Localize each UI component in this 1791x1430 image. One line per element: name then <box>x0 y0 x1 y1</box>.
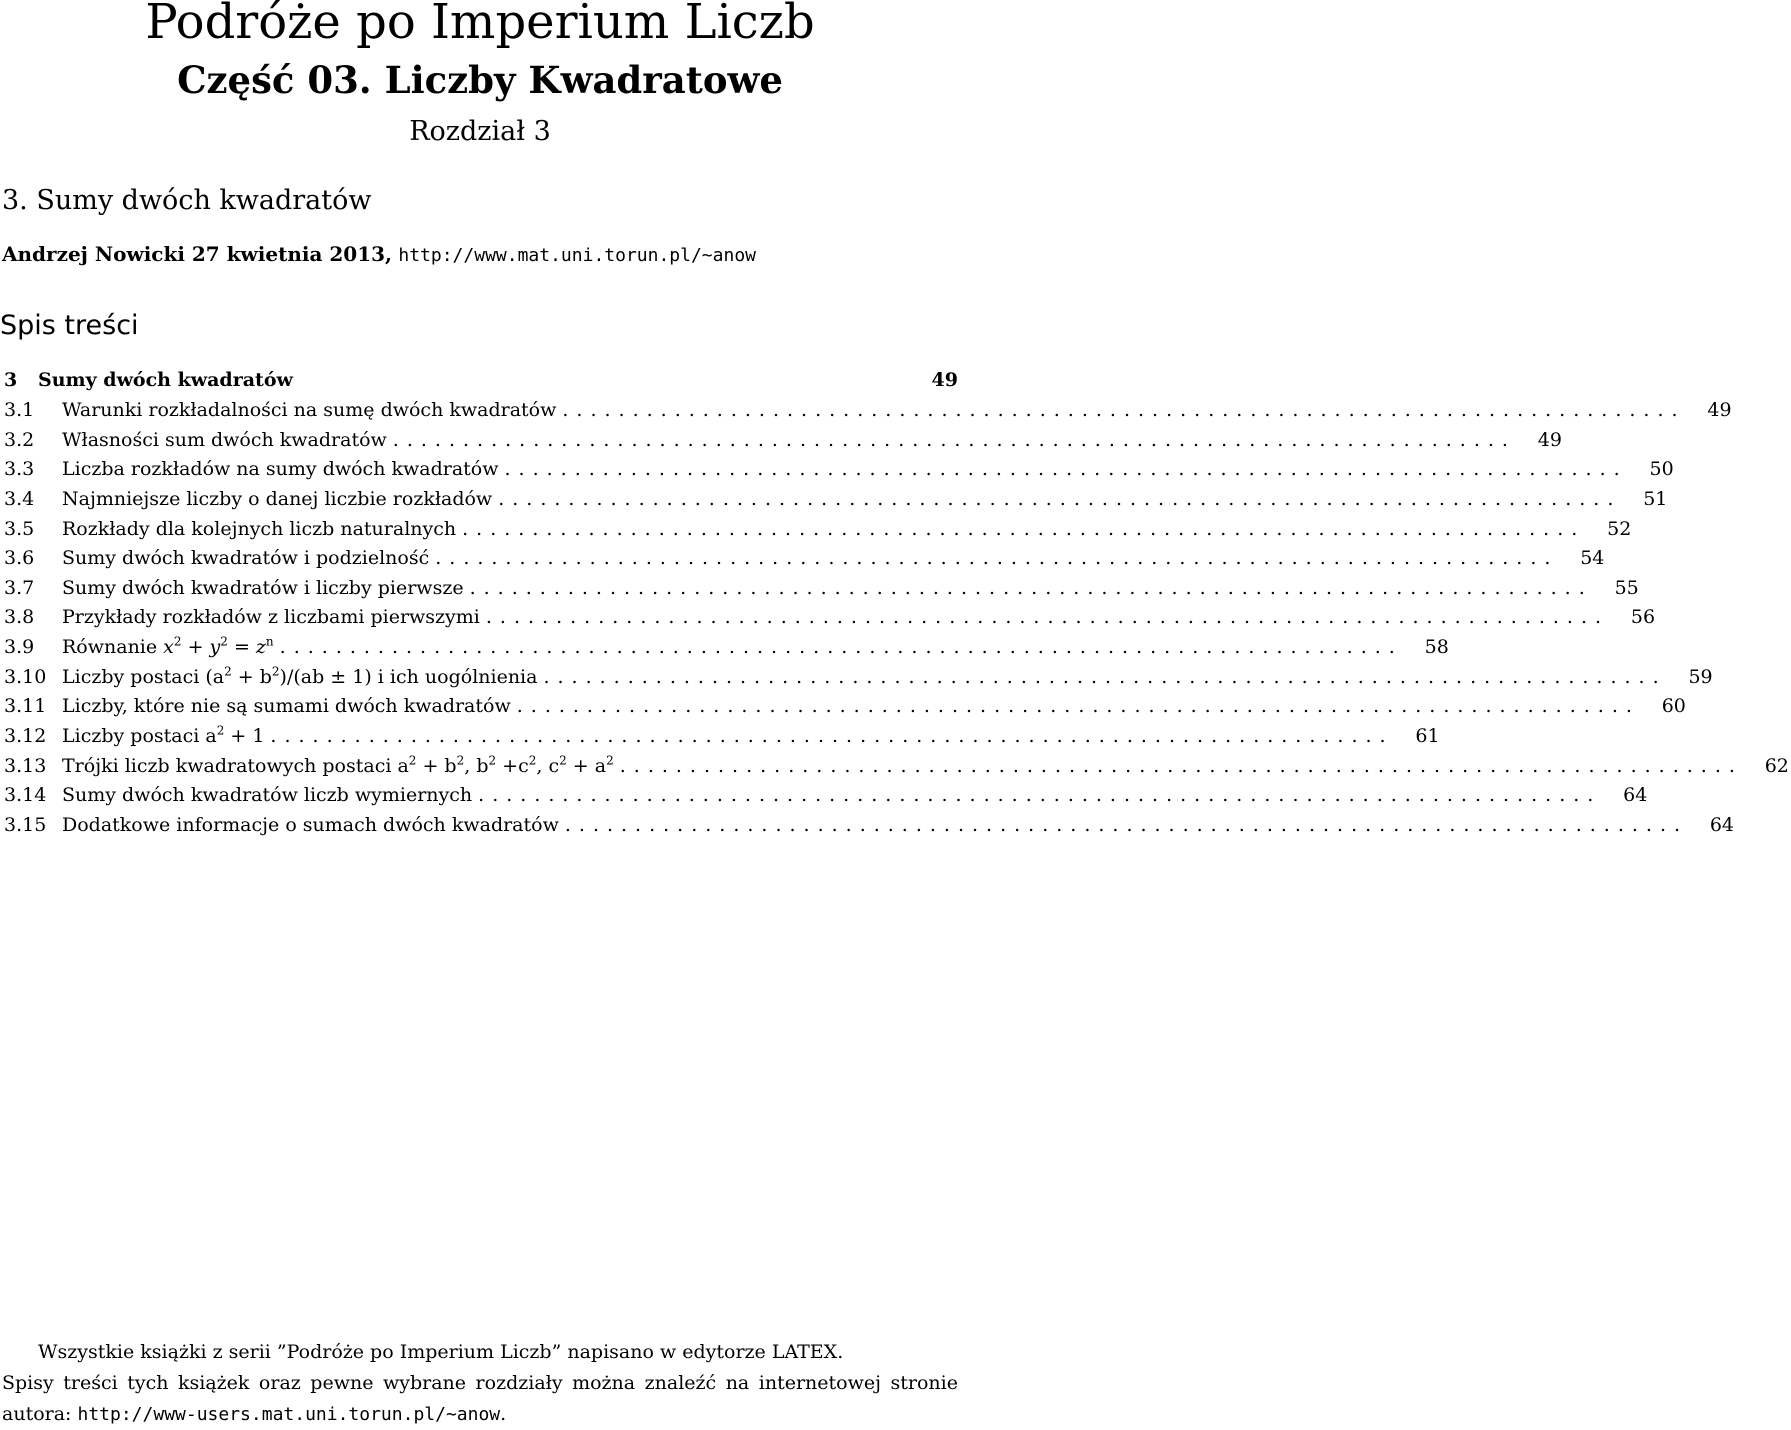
footer-line-1: Wszystkie książki z serii ”Podróże po Imperium Liczb” napisano w edytorze LATEX. <box>38 1341 844 1363</box>
toc-leader: ................................................................................ <box>279 636 1403 659</box>
toc-entry-page: 59 <box>1688 665 1713 688</box>
exponent: 2 <box>606 753 614 768</box>
toc-entry-page: 64 <box>1623 784 1648 807</box>
exponent: 2 <box>488 753 497 768</box>
toc-entry-label <box>62 633 280 662</box>
toc-leader: ................................................................................ <box>392 428 1516 451</box>
toc-chapter-label: Sumy dwóch kwadratów <box>38 369 293 392</box>
footer-line-3 <box>2 1399 960 1430</box>
author-date: Andrzej Nowicki 27 kwietnia 2013, <box>2 242 393 266</box>
toc-entry-number: 3.9 <box>4 636 35 659</box>
label-part: Liczby postaci a <box>62 725 217 747</box>
author-line <box>2 238 958 272</box>
toc-chapter-number: 3 <box>4 369 18 392</box>
toc-entry-page: 55 <box>1614 576 1639 599</box>
toc-entry-number: 3.8 <box>4 606 35 629</box>
toc-entry-page: 58 <box>1424 636 1449 659</box>
toc-entry[interactable] <box>2 425 1562 455</box>
exponent: 2 <box>173 634 182 649</box>
label-part: + <box>181 636 210 659</box>
label-part: , c <box>536 754 560 777</box>
toc-entry-label: Rozkłady dla kolejnych liczb naturalnych <box>62 517 457 540</box>
toc-entries <box>2 396 1789 841</box>
toc-leader: ................................................................................ <box>564 813 1689 836</box>
label-part: y <box>209 636 221 659</box>
footer-period: . <box>500 1403 507 1425</box>
toc-entry-label: Najmniejsze liczby o danej liczbie rozkładów <box>62 487 493 510</box>
author-url-link[interactable]: http://www.mat.uni.torun.pl/~anow <box>398 245 756 266</box>
label-part: +c <box>496 754 529 777</box>
toc-entry[interactable] <box>2 396 1732 426</box>
toc-entry-label <box>62 663 543 692</box>
toc-entry-number: 3.2 <box>4 428 35 451</box>
toc-entry-page: 52 <box>1607 517 1632 540</box>
toc-entry-page: 51 <box>1643 487 1668 510</box>
toc-entry-label: Własności sum dwóch kwadratów <box>62 428 387 451</box>
toc-title: Spis treści <box>0 310 139 341</box>
toc-entry[interactable] <box>2 751 1789 781</box>
toc-leader: ................................................................................ <box>619 754 1743 777</box>
exponent: 2 <box>456 753 465 768</box>
label-part: + b <box>416 754 457 777</box>
toc-entry[interactable] <box>2 722 1440 752</box>
label-part: )/(ab ± 1) i ich uogólnienia <box>279 665 538 688</box>
label-part: + 1 <box>224 725 265 747</box>
label-part: + a <box>566 754 607 777</box>
toc-entry[interactable] <box>2 811 1735 841</box>
toc-chapter-row[interactable] <box>2 366 960 396</box>
toc-entry-label <box>62 752 620 781</box>
toc-entry-number: 3.4 <box>4 487 35 510</box>
exponent: 2 <box>528 753 537 768</box>
toc-chapter-page: 49 <box>931 369 958 392</box>
toc-leader: ................................................................................ <box>543 665 1667 688</box>
label-part: , b <box>464 754 489 777</box>
toc-leader: ................................................................................ <box>469 576 1593 599</box>
toc-leader: ................................................................................ <box>435 547 1559 570</box>
table-of-contents <box>2 366 1789 840</box>
toc-leader: ................................................................................ <box>270 725 1394 747</box>
exponent: 2 <box>408 753 417 768</box>
toc-entry[interactable] <box>2 603 1656 633</box>
exponent: n <box>265 634 274 649</box>
toc-entry-number: 3.14 <box>4 784 47 807</box>
section-heading: 3. Sumy dwóch kwadratów <box>2 185 372 216</box>
toc-entry-page: 62 <box>1764 754 1789 777</box>
toc-leader: ................................................................................ <box>504 458 1628 481</box>
footer-url-link[interactable]: http://www-users.mat.uni.torun.pl/~anow <box>77 1404 501 1425</box>
toc-entry-number: 3.3 <box>4 458 35 481</box>
exponent: 2 <box>216 723 225 738</box>
exponent: 2 <box>559 753 567 768</box>
toc-entry-page: 60 <box>1661 695 1686 718</box>
toc-entry-page: 49 <box>1537 428 1562 451</box>
footer-note <box>2 1337 960 1430</box>
exponent: 2 <box>271 664 280 679</box>
label-part: + b <box>231 665 272 688</box>
toc-entry[interactable] <box>2 514 1632 544</box>
toc-entry-label: Warunki rozkładalności na sumę dwóch kwadratów <box>62 398 557 421</box>
toc-entry[interactable] <box>2 781 1648 811</box>
toc-leader: ................................................................................ <box>562 398 1686 421</box>
footer-line-2: Spisy treści tych książek oraz pewne wybrane rozdziały można znaleźć na internetowej stronie <box>2 1372 958 1394</box>
toc-entry-page: 54 <box>1580 547 1605 570</box>
toc-entry-label: Dodatkowe informacje o sumach dwóch kwadratów <box>62 813 559 836</box>
toc-entry-number: 3.13 <box>4 754 47 777</box>
toc-entry-number: 3.15 <box>4 813 47 836</box>
toc-entry-number: 3.12 <box>4 725 47 747</box>
toc-entry-page: 64 <box>1709 813 1735 836</box>
toc-leader: ................................................................................ <box>516 695 1640 718</box>
label-part: x <box>163 636 174 659</box>
toc-entry-number: 3.11 <box>4 695 47 718</box>
toc-entry[interactable] <box>2 485 1668 515</box>
toc-entry-page: 50 <box>1649 458 1674 481</box>
label-part: z <box>255 636 266 659</box>
exponent: 2 <box>224 664 232 679</box>
chapter-label: Rozdział 3 <box>409 116 551 147</box>
toc-entry-label: Liczby, które nie są sumami dwóch kwadratów <box>62 695 511 718</box>
toc-entry-label: Sumy dwóch kwadratów i liczby pierwsze <box>62 576 464 599</box>
toc-entry-page: 56 <box>1630 606 1656 629</box>
toc-entry-number: 3.6 <box>4 547 35 570</box>
toc-entry-label: Przykłady rozkładów z liczbami pierwszymi <box>62 606 480 629</box>
label-part: Trójki liczb kwadratowych postaci a <box>62 754 409 777</box>
toc-entry-number: 3.7 <box>4 576 35 599</box>
toc-entry-number: 3.10 <box>4 665 47 688</box>
toc-leader: ................................................................................ <box>485 606 1610 629</box>
toc-leader: ................................................................................ <box>498 487 1622 510</box>
toc-entry[interactable] <box>2 573 1639 603</box>
toc-entry-number: 3.5 <box>4 517 35 540</box>
part-title: Część 03. Liczby Kwadratowe <box>177 58 783 102</box>
toc-leader: ................................................................................ <box>478 784 1602 807</box>
toc-entry-number: 3.1 <box>4 398 35 421</box>
toc-entry[interactable] <box>2 692 1686 722</box>
toc-entry[interactable] <box>2 633 1449 663</box>
exponent: 2 <box>220 634 228 649</box>
toc-entry-page: 49 <box>1707 398 1732 421</box>
toc-entry[interactable] <box>2 662 1713 692</box>
label-part: Równanie <box>62 636 164 659</box>
toc-entry-page: 61 <box>1415 725 1440 747</box>
toc-entry-label: Sumy dwóch kwadratów liczb wymiernych <box>62 784 473 807</box>
toc-leader: ................................................................................ <box>462 517 1586 540</box>
label-part: Liczby postaci (a <box>62 665 225 688</box>
document-title: Podróże po Imperium Liczb <box>145 0 815 50</box>
footer-author-prefix: autora: <box>2 1403 78 1425</box>
toc-entry-label <box>62 722 270 751</box>
toc-entry[interactable] <box>2 455 1674 485</box>
toc-entry[interactable] <box>2 544 1605 574</box>
label-part: = <box>227 636 256 659</box>
toc-entry-label: Sumy dwóch kwadratów i podzielność <box>62 547 430 570</box>
toc-entry-label: Liczba rozkładów na sumy dwóch kwadratów <box>62 458 499 481</box>
